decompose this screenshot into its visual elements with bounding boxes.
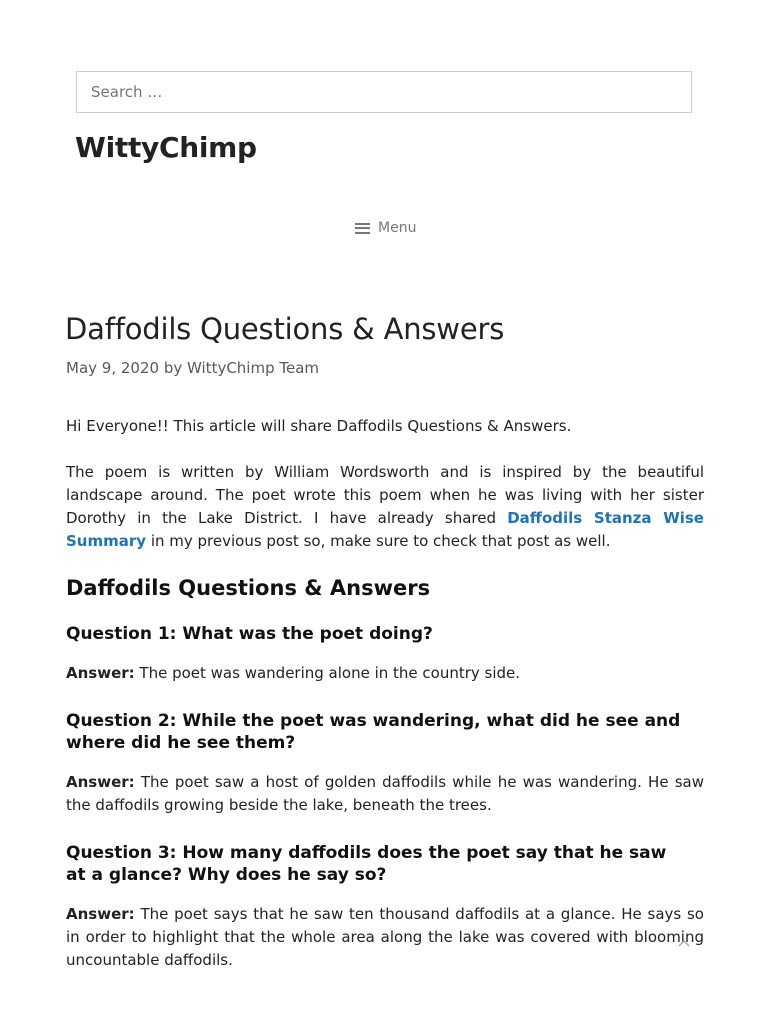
answer-text: The poet saw a host of golden daffodils while he was wandering. He saw the daffodils growing beside the lake, beneath the trees. [66,773,704,814]
answer-text: The poet was wandering alone in the country side. [134,664,521,682]
author-link[interactable]: WittyChimp Team [187,359,320,377]
answer-label: Answer: [66,664,135,682]
intro-paragraph [66,415,704,438]
post-date-link[interactable]: May 9, 2020 [66,359,160,377]
menu-toggle-button[interactable] [355,220,416,236]
body-paragraph [66,461,704,553]
search-input[interactable] [76,71,692,113]
chevron-up-icon [678,939,690,947]
page-title: Daffodils Questions & Answers [65,312,505,346]
post-meta [66,359,319,377]
answer-text: The poet says that he saw ten thousand daffodils at a glance. He says so in order to highlight that the whole area along the lake was covered with blooming uncountable daffodils. [66,905,704,969]
scroll-to-top-button[interactable] [674,934,694,954]
body-text-before: The poem is written by William Wordsworth and is inspired by the beautiful landscape around. The poet wrote this poem when he was living with her sister Dorothy in the Lake District. I have already shared [66,463,704,527]
menu-label: Menu [378,220,417,236]
site-title[interactable]: WittyChimp [75,131,257,164]
by-label: by [163,359,183,377]
question-heading: Question 2: While the poet was wandering, what did he see and where did he see them? [66,711,681,753]
section-heading: Daffodils Questions & Answers [66,576,431,600]
question-heading: Question 1: What was the poet doing? [66,624,433,644]
body-text [66,461,704,553]
answer-block [66,662,704,685]
body-text-after: in my previous post so, make sure to check that post as well. [146,532,611,550]
summary-link[interactable]: Daffodils Stanza Wise Summary [66,509,704,550]
answer-label: Answer: [66,773,135,791]
question-heading: Question 3: How many daffodils does the poet say that he saw at a glance? Why does he say so? [66,843,667,885]
hamburger-icon [355,223,370,234]
answer-label: Answer: [66,905,135,923]
intro-text: Hi Everyone!! This article will share Daffodils Questions & Answers. [66,417,572,435]
answer-block [66,771,704,817]
answer-block [66,903,704,972]
